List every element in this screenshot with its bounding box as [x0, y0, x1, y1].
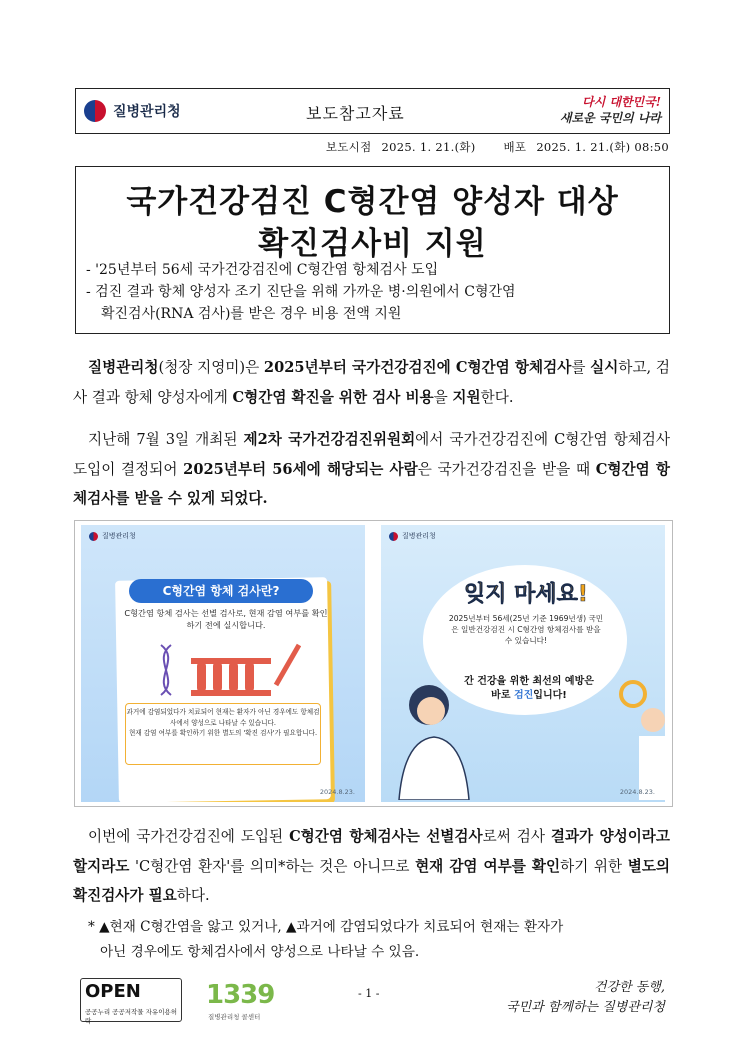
magnifier-doctor-illustration	[619, 680, 665, 800]
report-type: 보도참고자료	[306, 104, 405, 123]
p1-emph: 실시	[590, 359, 619, 376]
subtitle-3: 확진검사(RNA 검사)를 받은 경우 비용 전액 지원	[101, 306, 402, 322]
slogan-line-2: 새로운 국민의 나라	[559, 111, 661, 125]
p1-text: 하고, 검사 결과 항체 양성자에게	[73, 359, 670, 406]
slogan-line-1: 다시 대한민국!	[582, 95, 661, 109]
test-tubes-illustration	[151, 640, 301, 700]
cta-text: 바로	[491, 690, 514, 701]
card-brand-text: 질병관리청	[102, 532, 136, 540]
p1-text: 한다.	[480, 388, 514, 406]
cta-line-1: 간 건강을 위한 최선의 예방은	[464, 676, 594, 687]
card-note-1: 과거에 감염되었다가 치료되어 현재는 환자가 아닌 경우에도 항체검사에서 양성으로 나타날 수 있습니다.	[126, 708, 320, 727]
press-header	[75, 88, 670, 134]
p3-emph: 결과가 양성이라고 할지라도	[73, 828, 670, 875]
p3-text: 하다.	[176, 887, 210, 904]
card-note-2: 현재 감염 여부를 확인하기 위한 별도의 '확진 검사'가 필요합니다.	[128, 729, 318, 737]
paragraph-2	[73, 425, 670, 514]
p1-emph: 지원	[452, 388, 481, 406]
callcenter-number: 1339	[206, 980, 275, 1010]
p3-emph: 별도의 확진검사가 필요	[73, 857, 671, 904]
p3-text: 'C형간염 환자'를 의미*하는 것은 아니므로	[129, 857, 416, 875]
infographic-panel	[74, 520, 673, 807]
page-number: - 1 -	[358, 987, 380, 1000]
card-date: 2024.8.23.	[319, 788, 355, 796]
paragraph-3	[73, 822, 670, 911]
footer-slogan-2: 국민과 함께하는 질병관리청	[506, 1000, 665, 1015]
p1-emph: C형간염 확진을 위한 검사 비용	[232, 388, 434, 406]
footnote	[88, 915, 673, 965]
footer-slogan-1: 건강한 동행,	[593, 980, 665, 995]
government-slogan	[560, 94, 661, 126]
infographic-card-dont-forget	[381, 525, 665, 802]
p3-text: 로써 검사	[482, 828, 551, 845]
p2-text: 지난해 7월 3일 개최된	[88, 431, 244, 448]
government-emblem-icon	[89, 532, 98, 541]
open-license-badge	[80, 978, 182, 1025]
card-brand	[89, 531, 136, 541]
p1-text: 를	[571, 359, 591, 376]
p2-emph: 제2차 국가건강검진위원회	[243, 431, 416, 448]
p2-emph: 2025년부터 56세에 해당되는 사람	[183, 460, 418, 478]
open-license-text: OPEN	[85, 981, 141, 1002]
p3-text: 하기 위한	[560, 857, 628, 875]
p3-text: 이번에 국가건강검진에 도입된	[88, 828, 290, 845]
report-time-label: 보도시점	[325, 140, 372, 154]
footnote-line-2: 아닌 경우에도 항체검사에서 양성으로 나타날 수 있음.	[100, 944, 420, 960]
headline-line-2: 확진검사비 지원	[258, 226, 487, 262]
person-illustration	[389, 675, 479, 800]
release-dates	[320, 139, 669, 155]
subtitle-1: - '25년부터 56세 국가건강검진에 C형간염 항체검사 도입	[86, 262, 439, 278]
p3-emph: C형간염 항체검사는 선별검사	[289, 828, 483, 845]
p2-text: 은 국가건강검진을 받을 때	[417, 460, 596, 478]
p1-text: 을	[433, 388, 453, 406]
card-description: 2025년부터 56세(25년 기준 1969년생) 국민은 일반건강검진 시 C형간염 항체검사를 받을 수 있습니다!	[448, 614, 604, 645]
report-time-value: 2025. 1. 21.(화)	[381, 140, 476, 154]
paragraph-1	[73, 353, 670, 412]
agency-logo	[84, 97, 234, 125]
p3-emph: 현재 감염 여부를 확인	[415, 857, 561, 875]
distribution-value: 2025. 1. 21.(화) 08:50	[536, 140, 669, 154]
cta-highlight: 검진	[513, 690, 534, 701]
open-license-sub: 공공누리 공공저작물 자유이용허락	[85, 1008, 178, 1025]
page-footer	[0, 978, 743, 1048]
headline-line-1: 국가건강검진 C형간염 양성자 대상	[126, 184, 619, 220]
distribution-label: 배포	[503, 140, 527, 154]
footnote-line-1: * ▲현재 C형간염을 앓고 있거나, ▲과거에 감염되었다가 치료되어 현재는 환자가	[88, 919, 564, 935]
title-box	[75, 166, 670, 334]
p1-emph: 2025년부터 국가건강검진에 C형간염 항체검사	[263, 359, 572, 376]
p2-text: 에서 국가건강검진에 C형간염 항체검사 도입이 결정되어	[73, 431, 670, 478]
p1-text: (청장 지영미)은	[158, 359, 264, 376]
card-big-title: 잊지 마세요!	[464, 582, 588, 607]
footer-slogan	[506, 978, 665, 1018]
government-emblem-icon	[84, 100, 106, 122]
card-date: 2024.8.23.	[619, 788, 655, 796]
card-note	[125, 703, 321, 765]
p1-agency: 질병관리청	[88, 359, 159, 376]
infographic-card-antibody-test	[81, 525, 365, 802]
government-emblem-icon	[389, 532, 398, 541]
cta-text: 입니다!	[533, 690, 567, 701]
callcenter-label: 질병관리청 콜센터	[208, 1013, 261, 1021]
card-pill-title: C형간염 항체 검사란?	[129, 579, 313, 603]
agency-name: 질병관리청	[113, 104, 181, 120]
p2-emph: C형간염 항체검사를 받을 수 있게 되었다.	[73, 460, 670, 507]
card-description: C형간염 항체 검사는 선별 검사로, 현재 감염 여부를 확인하기 전에 실시합니다.	[124, 608, 328, 630]
subtitle-2: - 검진 결과 항체 양성자 조기 진단을 위해 가까운 병·의원에서 C형간염	[86, 284, 516, 300]
card-brand	[389, 531, 436, 541]
card-brand-text: 질병관리청	[402, 532, 436, 540]
